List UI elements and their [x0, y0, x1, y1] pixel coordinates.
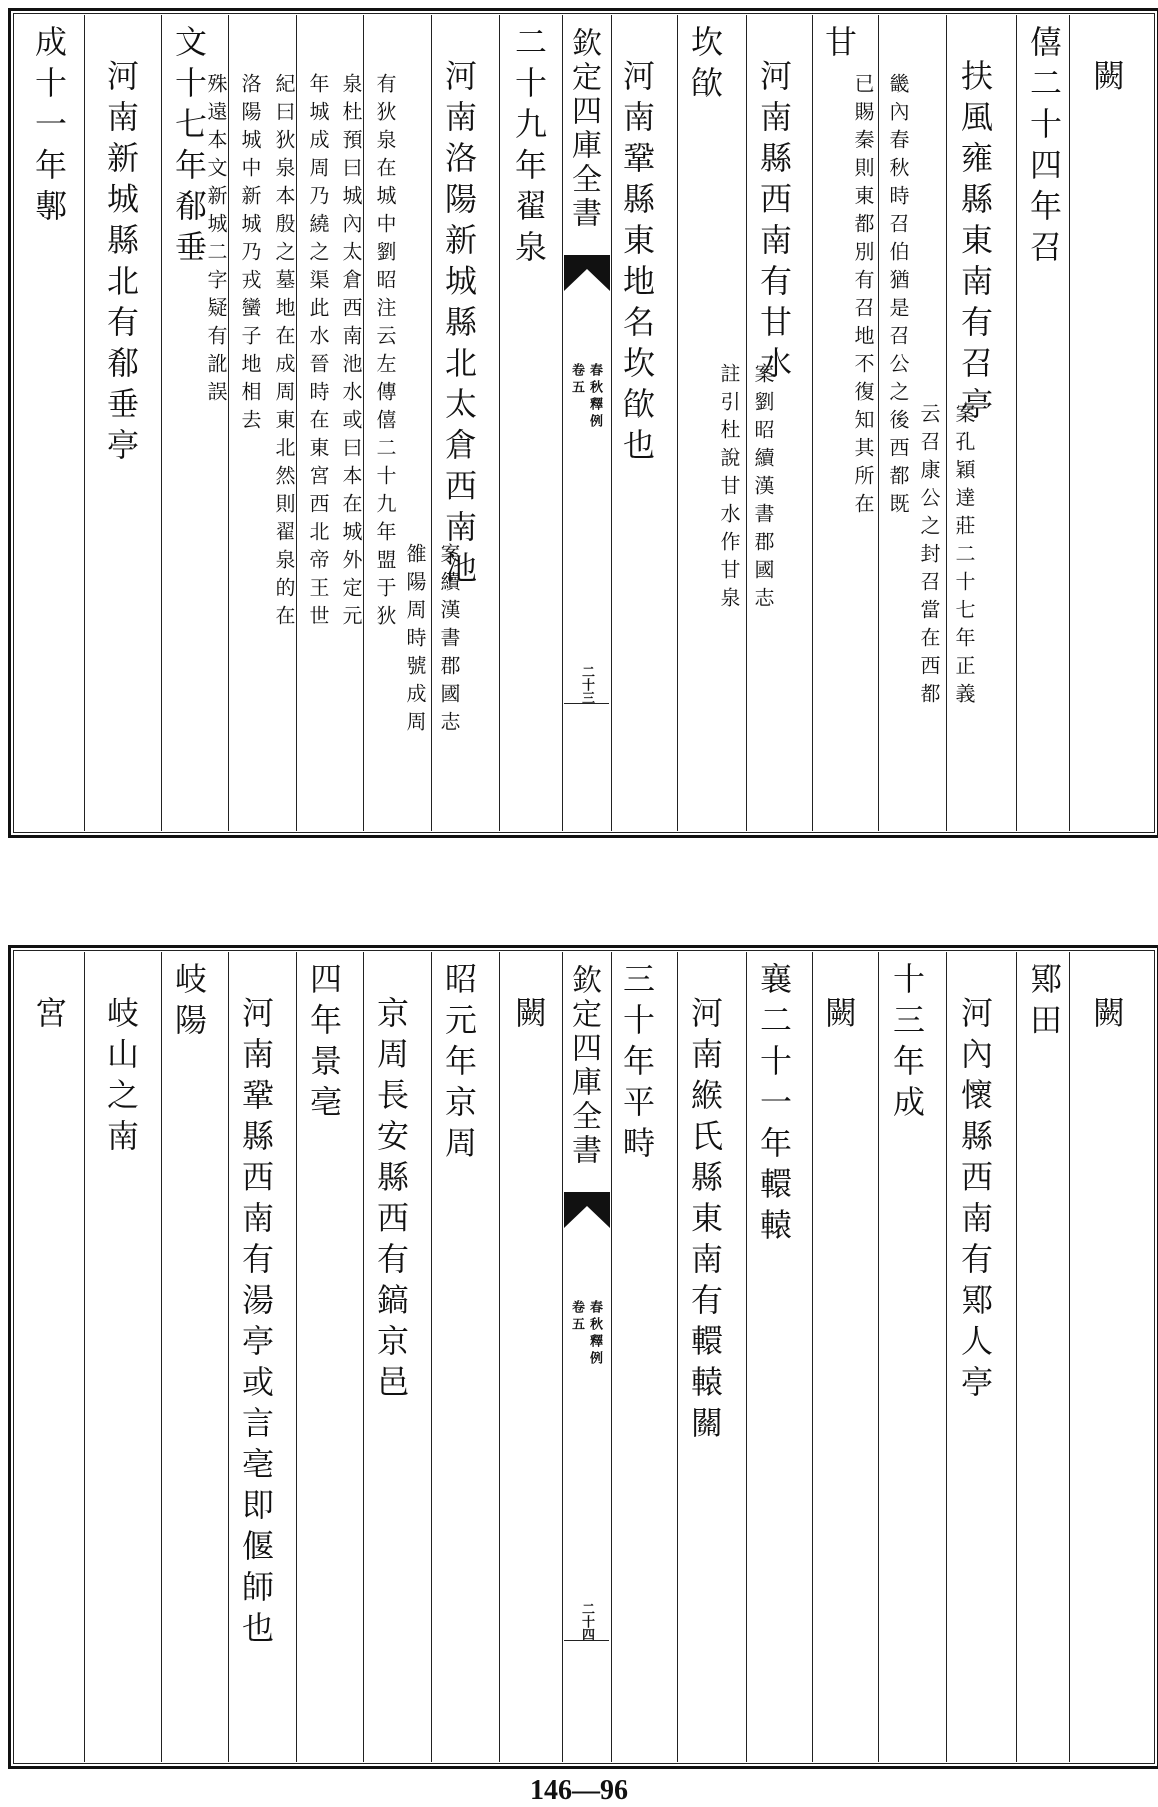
- book-edge: [562, 15, 611, 831]
- column-divider: [611, 952, 612, 1762]
- column-divider: [677, 15, 678, 831]
- column-divider: [1016, 952, 1017, 1762]
- column-divider: [499, 952, 500, 1762]
- column-divider: [1016, 15, 1017, 831]
- column-divider: [1069, 15, 1070, 831]
- column-divider: [746, 952, 747, 1762]
- column-divider: [611, 15, 612, 831]
- footer-page-number: 146—96: [530, 1775, 628, 1806]
- column-divider: [878, 952, 879, 1762]
- column-divider: [296, 15, 297, 831]
- annotation: 洛陽城中新城乃戎蠻子地相去: [238, 73, 262, 437]
- annotation: 有狄泉在城中劉昭注云左傳僖二十九年盟于狄: [373, 73, 397, 633]
- entry-location: 扶風雍縣東南有召亭: [956, 59, 994, 428]
- annotation: 紀曰狄泉本殷之墓地在成周東北然則翟泉的在: [272, 73, 296, 633]
- entry-location: 河南鞏縣西南有湯亭或言亳即偃師也: [237, 996, 275, 1652]
- entry-heading: 昭元年京周: [440, 962, 478, 1167]
- annotation: 案劉昭續漢書郡國志: [751, 363, 775, 615]
- annotation: 年城成周乃繞之渠此水晉時在東宮西北帝王世: [306, 73, 330, 633]
- column-divider: [499, 15, 500, 831]
- entry-que: 闕: [1088, 59, 1126, 100]
- column-divider: [161, 15, 162, 831]
- column-divider: [161, 952, 162, 1762]
- entry-location: 河內懷縣西南有鄍人亭: [956, 996, 994, 1406]
- entry-heading: 文十七年郩垂: [170, 25, 208, 271]
- entry-location: 河南新城縣北有郩垂亭: [102, 59, 140, 469]
- column-divider: [878, 15, 879, 831]
- entry-location: 河南鞏縣東地名坎欿也: [618, 59, 656, 469]
- bottom-page: [8, 945, 1158, 1769]
- entry-location: 京周長安縣西有鎬京邑: [372, 996, 410, 1406]
- edge-rule: [564, 703, 609, 704]
- column-divider: [1069, 952, 1070, 1762]
- entry-heading: 成十一年鄟: [30, 25, 68, 230]
- annotation: 案續漢書郡國志: [437, 543, 461, 739]
- entry-heading: 十三年成: [888, 962, 926, 1126]
- column-divider: [431, 952, 432, 1762]
- annotation: 案孔穎達莊二十七年正義: [952, 403, 976, 711]
- column-divider: [746, 15, 747, 831]
- entry-location: 河南洛陽新城縣北太倉西南池: [440, 59, 478, 592]
- entry-heading: 甘: [820, 25, 858, 66]
- edge-page-number: 二十四: [579, 1602, 594, 1641]
- fish-tail-icon: [564, 1192, 610, 1228]
- entry-heading: 鄍田: [1025, 962, 1063, 1044]
- entry-heading: 襄二十一年轘轅: [755, 962, 793, 1249]
- entry-que: 闕: [1088, 996, 1126, 1037]
- column-divider: [363, 15, 364, 831]
- edge-title: 欽定四庫全書: [566, 964, 601, 1168]
- column-divider: [946, 952, 947, 1762]
- annotation: 云召康公之封召當在西都: [917, 403, 941, 711]
- column-divider: [228, 15, 229, 831]
- edge-volume: 卷五: [569, 1300, 584, 1334]
- column-divider: [431, 15, 432, 831]
- entry-heading: 四年景亳: [305, 962, 343, 1126]
- annotation: 畿內春秋時召伯猶是召公之後西都既: [886, 73, 910, 521]
- annotation: 泉杜預曰城內太倉西南池水或曰本在城外定元: [339, 73, 363, 633]
- entry-heading: 三十年平畤: [618, 962, 656, 1167]
- annotation: 已賜秦則東都別有召地不復知其所在: [851, 73, 875, 521]
- column-divider: [296, 952, 297, 1762]
- entry-heading: 岐陽: [170, 962, 208, 1044]
- column-divider: [946, 15, 947, 831]
- book-edge: [562, 952, 611, 1762]
- fish-tail-icon: [564, 255, 610, 291]
- column-divider: [363, 952, 364, 1762]
- entry-location: 河南縣西南有甘水: [755, 59, 793, 387]
- column-divider: [677, 952, 678, 1762]
- column-divider: [812, 952, 813, 1762]
- column-divider: [84, 15, 85, 831]
- edge-book-name: 春秋釋例: [587, 363, 602, 431]
- entry-heading: 坎欿: [686, 25, 724, 107]
- annotation: 註引杜說甘水作甘泉: [717, 363, 741, 615]
- edge-title: 欽定四庫全書: [566, 27, 601, 231]
- entry-heading: 二十九年翟泉: [510, 25, 548, 271]
- top-page: [8, 8, 1158, 838]
- entry-location: 岐山之南: [102, 996, 140, 1160]
- column-divider: [84, 952, 85, 1762]
- entry-location: 河南緱氏縣東南有轘轅關: [686, 996, 724, 1447]
- entry-que: 闕: [510, 996, 548, 1037]
- column-divider: [228, 952, 229, 1762]
- edge-volume: 卷五: [569, 363, 584, 397]
- entry-heading: 宮: [30, 996, 68, 1037]
- column-divider: [812, 15, 813, 831]
- edge-rule: [564, 1640, 609, 1641]
- edge-book-name: 春秋釋例: [587, 1300, 602, 1368]
- entry-que: 闕: [820, 996, 858, 1037]
- edge-page-number: 二十三: [579, 665, 594, 704]
- annotation: 殊遠本文新城二字疑有訛誤: [204, 73, 228, 409]
- entry-heading: 僖二十四年召: [1025, 25, 1063, 271]
- annotation: 雒陽周時號成周: [403, 543, 427, 739]
